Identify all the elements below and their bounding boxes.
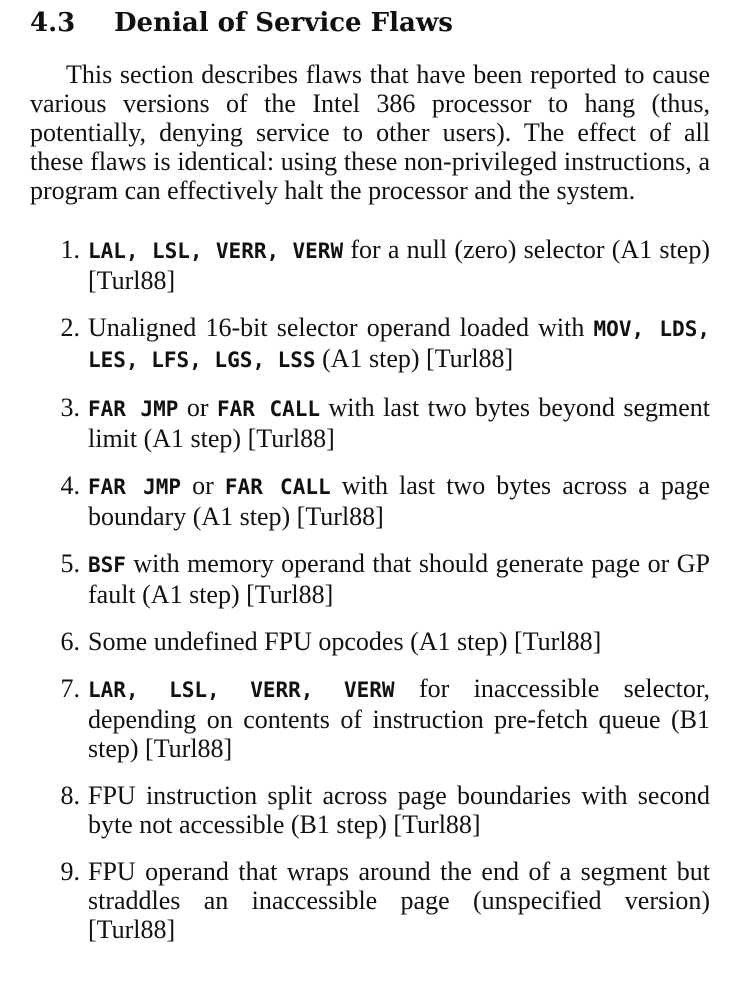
flaw-description-text: Unaligned 16-bit selector operand loaded with [88, 313, 594, 342]
instruction-mnemonic: FAR CALL [224, 475, 331, 499]
flaw-item-number: 4. [60, 471, 80, 500]
section-title: Denial of Service Flaws [114, 8, 453, 38]
section-heading [30, 6, 710, 40]
instruction-mnemonic: LAL, LSL, VERR, VERW [88, 239, 344, 263]
flaw-description-text: with last two bytes across a page boundary (A1 step) [Turl88] [88, 471, 710, 531]
flaw-item-text [88, 235, 710, 295]
flaw-item-text [88, 857, 710, 944]
flaw-item-number: 8. [60, 781, 80, 810]
flaw-item-number: 5. [60, 549, 80, 578]
flaw-description-text: with last two bytes beyond segment limit (A1 step) [Turl88] [88, 393, 710, 453]
flaw-item-text [88, 781, 710, 839]
flaw-item-text [88, 313, 710, 373]
flaw-item [30, 857, 710, 944]
flaw-description-text: (A1 step) [Turl88] [315, 344, 514, 373]
flaw-description-text: with memory operand that should generate page or GP fault (A1 step) [Turl88] [88, 549, 710, 609]
flaw-item-number: 1. [60, 235, 80, 264]
flaw-item-number: 9. [60, 857, 80, 886]
flaw-item-number: 2. [60, 313, 80, 342]
flaw-description-text: FPU operand that wraps around the end of a segment but straddles an inaccessible page (unspecified version) [Turl88] [88, 857, 710, 944]
flaw-item [30, 627, 710, 656]
flaw-description-text: or [181, 471, 225, 500]
flaw-description-text: for a null (zero) selector (A1 step) [Turl88] [88, 235, 710, 295]
flaw-item-number: 3. [60, 393, 80, 422]
instruction-mnemonic: BSF [88, 553, 126, 577]
flaw-description-text: for inaccessible selector, depending on contents of instruction pre-fetch queue (B1 step) [Turl88] [88, 674, 710, 763]
flaw-item [30, 781, 710, 839]
flaw-item-text [88, 627, 601, 656]
flaw-item [30, 674, 710, 763]
flaw-item [30, 549, 710, 609]
intro-paragraph: This section describes flaws that have been reported to cause various versions of the Intel 386 processor to hang (thus, potentially, denying service to other users). The effect of all these flaws is identical: using these non-privileged instructions, a program can effectively halt the processor and the system. [30, 60, 710, 205]
flaw-item-text [88, 471, 710, 531]
flaw-description-text: Some undefined FPU opcodes (A1 step) [Turl88] [88, 627, 602, 656]
instruction-mnemonic: LAR, LSL, VERR, VERW [88, 678, 395, 702]
instruction-mnemonic: FAR JMP [88, 475, 182, 499]
flaw-list [30, 235, 710, 944]
flaw-item [30, 313, 710, 375]
instruction-mnemonic: FAR JMP [88, 397, 179, 421]
flaw-item-text [88, 674, 710, 763]
flaw-item [30, 471, 710, 531]
section-number: 4.3 [30, 8, 76, 38]
flaw-item-text [88, 549, 710, 609]
flaw-item-text [88, 393, 710, 453]
flaw-description-text: or [178, 393, 217, 422]
document-page [30, 6, 710, 962]
flaw-item-number: 7. [60, 674, 80, 703]
flaw-item-number: 6. [60, 627, 80, 656]
instruction-mnemonic: MOV, LDS, LES, LFS, LGS, LSS [88, 317, 710, 372]
flaw-description-text: FPU instruction split across page boundaries with second byte not accessible (B1 step) [Turl88] [88, 781, 710, 839]
flaw-item [30, 235, 710, 295]
instruction-mnemonic: FAR CALL [216, 397, 321, 421]
flaw-item [30, 393, 710, 453]
